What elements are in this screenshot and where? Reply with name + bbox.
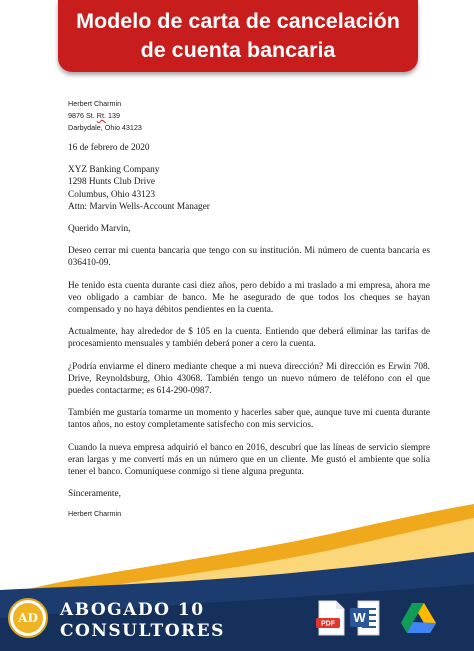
- paragraph-1: Deseo cerrar mi cuenta bancaria que tengo con su institución. Mi número de cuenta bancaria es 036410-09.: [68, 246, 430, 269]
- title-line-1: Modelo de carta de cancelación: [76, 9, 400, 33]
- pdf-file-icon[interactable]: [316, 600, 346, 636]
- word-letter: W: [353, 610, 366, 625]
- signature: Herbert Charmin: [68, 509, 122, 519]
- brand-line-1: ABOGADO 10: [60, 600, 205, 620]
- letter-body: [68, 98, 430, 520]
- pdf-label: PDF: [321, 620, 335, 628]
- word-file-icon[interactable]: [350, 600, 380, 636]
- google-drive-icon[interactable]: [400, 601, 436, 635]
- paragraph-6: Cuando la nueva empresa adquirió el banco en 2016, descubrí que las líneas de servicio siempre eran largas y me convertí más en un número que en un cliente. Me gustó el ambiente que solía tener el banco. Comuníquese conmigo si tiene alguna pregunta.: [68, 442, 430, 478]
- recipient-attn: Attn: Marvin Wells-Account Manager: [68, 201, 210, 212]
- sender-name: Herbert Charmin: [68, 99, 122, 108]
- paragraph-4: ¿Podría enviarme el dinero mediante cheque a mi nueva dirección? Mi dirección es Erwin 708. Drive, Reynoldsburg, Ohio 43068. También tengo un nuevo número de teléfono con el que puedes contactarme; es 614-290-0987.: [68, 361, 430, 397]
- title-banner: [58, 0, 418, 72]
- recipient-street: 1298 Hunts Club Drive: [68, 177, 156, 188]
- sender-street-abbr: Rt.: [96, 111, 106, 120]
- sender-street-route: 139: [105, 111, 120, 120]
- paragraph-5: También me gustaría tomarme un momento y hacerles saber que, aunque tuve mi cuenta durante tantos años, no estoy completamente satisfecho con mis servicios.: [68, 408, 430, 431]
- closing: Sinceramente,: [68, 489, 121, 500]
- letter-date: 16 de febrero de 2020: [68, 143, 150, 153]
- sender-city: Darbydale, Ohio 43123: [68, 123, 142, 132]
- greeting: Querido Marvin,: [68, 224, 131, 235]
- brand-line-2: CONSULTORES: [60, 621, 225, 641]
- title-line-2: de cuenta bancaria: [140, 38, 336, 62]
- sender-street-number: 9876 St.: [68, 111, 97, 120]
- logo-letters: AD: [13, 603, 43, 633]
- abogado-logo-icon: [8, 598, 48, 638]
- paragraph-2: He tenido esta cuenta durante casi diez años, pero debido a mi traslado a mi empresa, ahora me veo obligado a cambiar de banco. Me he asegurado de que todos los cheques se hayan compensado y no haya débitos pendientes en la cuenta.: [68, 280, 430, 316]
- brand-name: [60, 600, 225, 642]
- recipient-company: XYZ Banking Company: [68, 165, 160, 176]
- sender-street: [68, 110, 430, 122]
- paragraph-3: Actualmente, hay alrededor de $ 105 en la cuenta. Entiendo que deberá eliminar las tarifas de procesamiento mensuales y también deberá poner a cero la cuenta.: [68, 327, 430, 350]
- recipient-city: Columbus, Ohio 43123: [68, 189, 156, 200]
